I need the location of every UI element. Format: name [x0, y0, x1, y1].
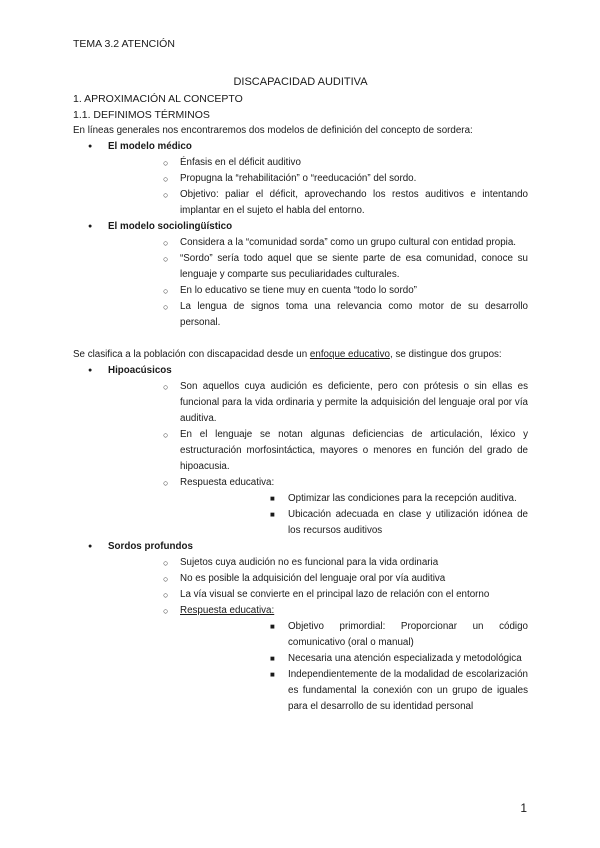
- list-item: [73, 139, 528, 219]
- list-item: ○ Énfasis en el déficit auditivo: [108, 155, 528, 171]
- response-label: Respuesta educativa:: [180, 605, 275, 616]
- response-label: Respuesta educativa:: [180, 477, 275, 488]
- list-item: ■ Objetivo primordial: Proporcionar un código comunicativo (oral o manual): [180, 619, 528, 651]
- groups-list: [73, 363, 528, 715]
- list-item: ○ La lengua de signos toma una relevancia como motor de su desarrollo personal.: [108, 299, 528, 331]
- document-title: DISCAPACIDAD AUDITIVA: [233, 76, 368, 88]
- model-socio-items: [108, 235, 528, 331]
- list-item: ■ Optimizar las condiciones para la recepción auditiva.: [180, 491, 528, 507]
- sordos-response-items: [180, 619, 528, 715]
- list-item: ○ En el lenguaje se notan algunas deficiencias de articulación, léxico y estructuración morfosintáctica, mayores o menores en función del grado de hipoacusia.: [108, 427, 528, 475]
- document-body: [73, 74, 528, 715]
- section-heading: 1. APROXIMACIÓN AL CONCEPTO: [73, 93, 243, 105]
- list-item: ■ Independientemente de la modalidad de escolarización es fundamental la conexión con un grupo de iguales para el desarrollo de su identidad personal: [180, 667, 528, 715]
- list-item: [108, 603, 528, 715]
- sordos-profundos-label: Sordos profundos: [108, 541, 193, 552]
- list-item: [73, 539, 528, 715]
- model-socio-label: El modelo sociolingüístico: [108, 221, 233, 232]
- hipoacusicos-label: Hipoacúsicos: [108, 365, 172, 376]
- hipoacusicos-response-items: [180, 491, 528, 539]
- subsection-heading: 1.1. DEFINIMOS TÉRMINOS: [73, 109, 210, 121]
- list-item: ○ En lo educativo se tiene muy en cuenta “todo lo sordo”: [108, 283, 528, 299]
- model-medico-items: [108, 155, 528, 219]
- enfoque-educativo-link: enfoque educativo: [309, 349, 390, 360]
- intro-paragraph: En líneas generales nos encontraremos dos modelos de definición del concepto de sordera:: [73, 125, 473, 136]
- list-item: [73, 219, 528, 331]
- list-item: ○ No es posible la adquisición del lenguaje oral por vía auditiva: [108, 571, 528, 587]
- list-item: [73, 363, 528, 539]
- list-item: ○ Sujetos cuya audición no es funcional para la vida ordinaria: [108, 555, 528, 571]
- model-medico-label: El modelo médico: [108, 141, 192, 152]
- list-item: ○ “Sordo” sería todo aquel que se siente parte de esa comunidad, conoce su lenguaje y comparte sus peculiaridades culturales.: [108, 251, 528, 283]
- list-item: ■ Ubicación adecuada en clase y utilización idónea de los recursos auditivos: [180, 507, 528, 539]
- hipoacusicos-items: [108, 379, 528, 539]
- list-item: ○ La vía visual se convierte en el principal lazo de relación con el entorno: [108, 587, 528, 603]
- page-header: TEMA 3.2 ATENCIÓN: [73, 38, 175, 50]
- sordos-profundos-items: [108, 555, 528, 715]
- page-number: 1: [520, 801, 527, 815]
- models-list: [73, 139, 528, 331]
- list-item: ○ Considera a la “comunidad sorda” como un grupo cultural con entidad propia.: [108, 235, 528, 251]
- list-item: ○ Propugna la “rehabilitación” o “reeducación” del sordo.: [108, 171, 528, 187]
- classification-paragraph: Se clasifica a la población con discapacidad desde un enfoque educativo, se distingue dos grupos:: [73, 349, 502, 360]
- list-item: ○ Objetivo: paliar el déficit, aprovechando los restos auditivos e intentando implantar en el sujeto el habla del entorno.: [108, 187, 528, 219]
- list-item: [108, 475, 528, 539]
- list-item: ○ Son aquellos cuya audición es deficiente, pero con prótesis o sin ellas es funcional para la vida ordinaria y permite la adquisición del lenguaje oral por vía auditiva.: [108, 379, 528, 427]
- list-item: ■ Necesaria una atención especializada y metodológica: [180, 651, 528, 667]
